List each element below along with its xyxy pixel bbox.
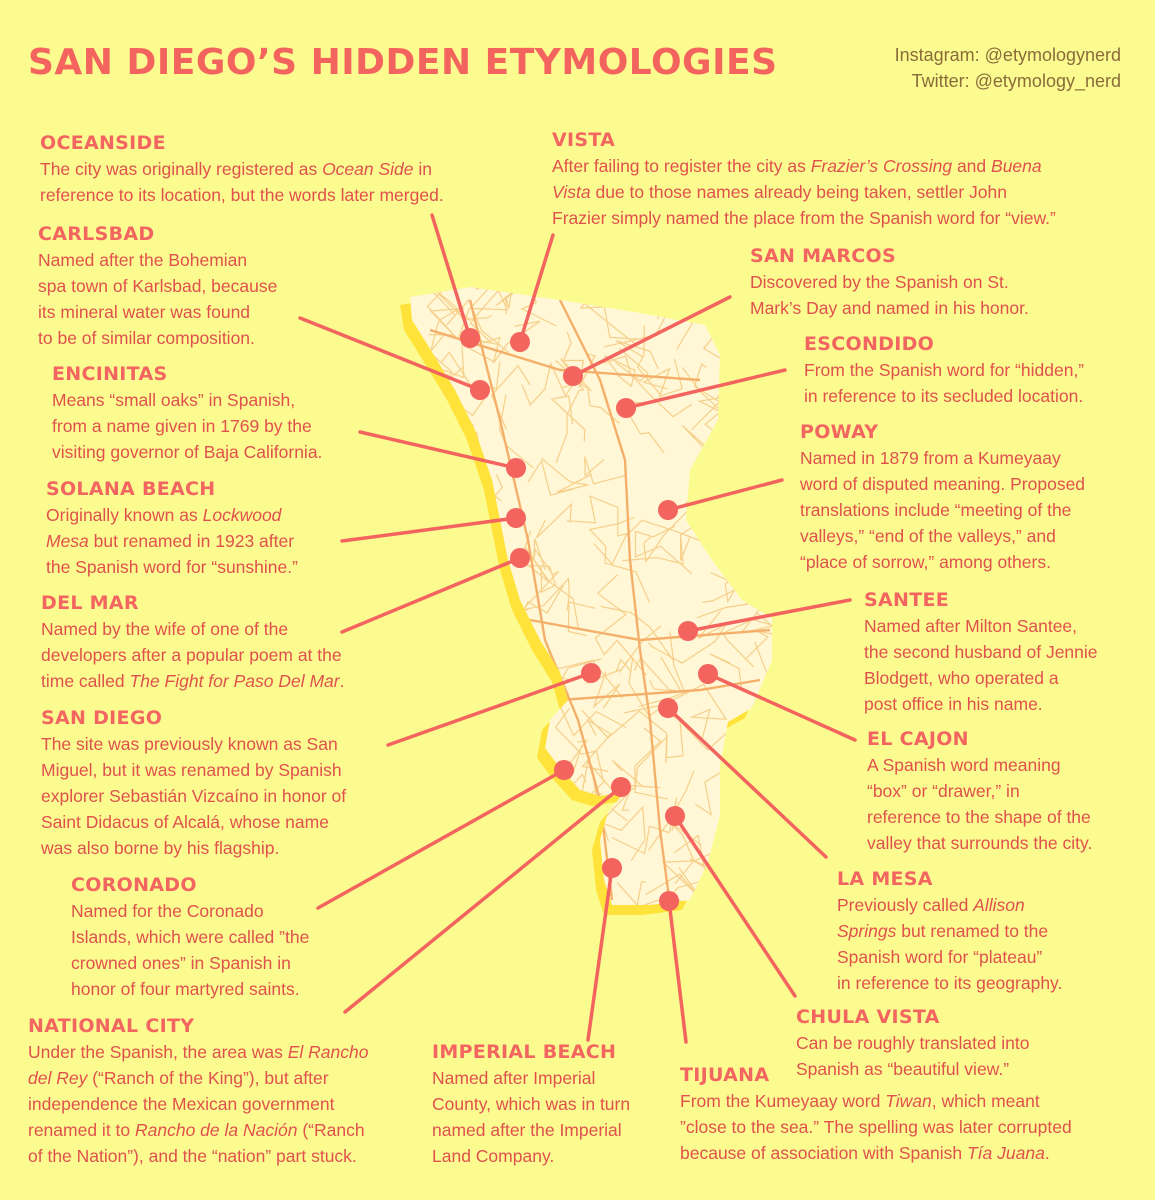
road xyxy=(456,756,536,807)
city-dot xyxy=(506,508,526,528)
description-line: “box” or “drawer,” in xyxy=(867,781,1020,801)
description-line: Previously called Allison xyxy=(837,895,1025,915)
entry-vista xyxy=(552,127,1056,231)
description-line: Named after Milton Santee, xyxy=(864,616,1078,636)
entry-description xyxy=(864,613,1098,717)
instagram-handle: Instagram: @etymologynerd xyxy=(894,45,1121,65)
road xyxy=(752,707,774,794)
entry-oceanside xyxy=(40,130,444,208)
description-line: “place of sorrow,” among others. xyxy=(800,552,1051,572)
entry-name: VISTA xyxy=(552,129,616,151)
description-line: of the Nation”), and the “nation” part stuck. xyxy=(28,1146,357,1166)
road xyxy=(431,760,466,786)
entry-description xyxy=(46,502,298,580)
road xyxy=(401,469,447,521)
entry-name: TIJUANA xyxy=(680,1064,770,1086)
description-line: A Spanish word meaning xyxy=(867,755,1061,775)
entry-description xyxy=(804,357,1084,409)
entry-description xyxy=(28,1039,369,1169)
city-dot xyxy=(470,380,490,400)
road xyxy=(439,864,509,879)
city-dot xyxy=(554,760,574,780)
road xyxy=(435,769,491,813)
description-line: the second husband of Jennie xyxy=(864,642,1098,662)
road xyxy=(384,548,433,601)
entry-name: POWAY xyxy=(800,421,879,443)
entry-description xyxy=(867,752,1092,856)
page-title: SAN DIEGO’S HIDDEN ETYMOLOGIES xyxy=(28,42,778,83)
entry-name: CARLSBAD xyxy=(38,223,155,245)
description-line: valleys,” “end of the valleys,” and xyxy=(800,526,1056,546)
description-line: from a name given in 1769 by the xyxy=(52,416,312,436)
road xyxy=(484,641,524,684)
entry-description xyxy=(432,1065,630,1169)
description-line: Spanish word for “plateau” xyxy=(837,947,1043,967)
description-line: in reference to its geography. xyxy=(837,973,1063,993)
credits xyxy=(895,42,1121,94)
description-line: From the Kumeyaay word Tiwan, which meant xyxy=(680,1091,1040,1111)
entry-carlsbad xyxy=(38,221,277,351)
road xyxy=(464,668,493,690)
entry-name: CORONADO xyxy=(71,874,197,896)
description-line: because of association with Spanish Tía Juana. xyxy=(680,1143,1050,1163)
description-line: County, which was in turn xyxy=(432,1094,631,1114)
description-line: Saint Didacus of Alcalá, whose name xyxy=(41,812,329,832)
city-dot xyxy=(460,328,480,348)
description-line: Mark’s Day and named in his honor. xyxy=(750,298,1029,318)
road xyxy=(406,753,470,792)
entry-del-mar xyxy=(41,590,344,694)
road xyxy=(351,480,409,529)
description-line: in reference to its secluded location. xyxy=(804,386,1084,406)
city-dot xyxy=(506,458,526,478)
description-line: time called The Fight for Paso Del Mar. xyxy=(41,671,345,691)
description-line: Mesa but renamed in 1923 after xyxy=(46,531,295,551)
description-line: the Spanish word for “sunshine.” xyxy=(46,557,298,577)
description-line: reference to the shape of the xyxy=(867,807,1091,827)
description-line: its mineral water was found xyxy=(38,302,251,322)
description-line: The site was previously known as San xyxy=(41,734,338,754)
description-line: independence the Mexican government xyxy=(28,1094,335,1114)
entry-name: DEL MAR xyxy=(41,592,139,614)
entry-description xyxy=(552,153,1056,231)
city-dot xyxy=(563,366,583,386)
entry-name: CHULA VISTA xyxy=(796,1006,940,1028)
leader-line xyxy=(342,558,520,632)
description-line: Islands, which were called ”the xyxy=(71,927,310,947)
entry-el-cajon xyxy=(867,726,1092,856)
road xyxy=(403,508,488,599)
entry-name: EL CAJON xyxy=(867,728,969,750)
city-dot xyxy=(665,806,685,826)
road xyxy=(767,839,800,940)
entry-san-marcos xyxy=(750,243,1029,321)
entry-escondido xyxy=(804,331,1084,409)
description-line: Originally known as Lockwood xyxy=(46,505,282,525)
road xyxy=(436,479,489,504)
entry-description xyxy=(52,387,322,465)
road xyxy=(678,256,718,301)
road xyxy=(405,617,517,665)
entry-la-mesa xyxy=(837,866,1062,996)
entry-name: SANTEE xyxy=(864,589,950,611)
description-line: Means “small oaks” in Spanish, xyxy=(52,390,296,410)
leader-line xyxy=(318,770,564,908)
description-line: developers after a popular poem at the xyxy=(41,645,342,665)
entry-poway xyxy=(800,419,1085,575)
city-dot xyxy=(510,548,530,568)
leader-line xyxy=(669,901,686,1042)
description-line: Spanish as “beautiful view.” xyxy=(796,1059,1010,1079)
leader-line xyxy=(675,816,795,996)
road xyxy=(452,730,484,774)
description-line: ”close to the sea.” The spelling was later corrupted xyxy=(680,1117,1072,1137)
city-dot xyxy=(658,500,678,520)
road xyxy=(452,867,506,923)
entry-name: NATIONAL CITY xyxy=(28,1015,195,1037)
city-dot xyxy=(616,398,636,418)
road xyxy=(758,711,789,755)
city-dot xyxy=(602,858,622,878)
entry-description xyxy=(40,156,444,208)
entry-solana-beach xyxy=(46,476,298,580)
description-line: valley that surrounds the city. xyxy=(867,833,1093,853)
description-line: renamed it to Rancho de la Nación (“Ranch xyxy=(28,1120,365,1140)
description-line: Named in 1879 from a Kumeyaay xyxy=(800,448,1061,468)
description-line: honor of four martyred saints. xyxy=(71,979,300,999)
description-line: translations include “meeting of the xyxy=(800,500,1072,520)
twitter-handle: Twitter: @etymology_nerd xyxy=(911,71,1121,91)
road xyxy=(404,619,448,681)
city-dot xyxy=(678,621,698,641)
description-line: named after the Imperial xyxy=(432,1120,622,1140)
road xyxy=(403,547,431,586)
entry-description xyxy=(837,892,1062,996)
city-dot xyxy=(659,891,679,911)
road xyxy=(747,876,767,901)
description-line: was also borne by his flagship. xyxy=(41,838,280,858)
description-line: Vista due to those names already being taken, settler John xyxy=(552,182,1007,202)
entry-tijuana xyxy=(680,1062,1072,1166)
road xyxy=(503,900,536,924)
description-line: Discovered by the Spanish on St. xyxy=(750,272,1009,292)
entry-description xyxy=(800,445,1085,575)
entry-name: SAN DIEGO xyxy=(41,707,163,729)
description-line: Miguel, but it was renamed by Spanish xyxy=(41,760,342,780)
description-line: reference to its location, but the words later merged. xyxy=(40,185,444,205)
description-line: post office in his name. xyxy=(864,694,1043,714)
road xyxy=(367,375,420,460)
description-line: From the Spanish word for “hidden,” xyxy=(804,360,1085,380)
entry-name: ESCONDIDO xyxy=(804,333,935,355)
road xyxy=(506,794,532,858)
road xyxy=(368,459,408,493)
description-line: explorer Sebastián Vizcaíno in honor of xyxy=(41,786,347,806)
city-dot xyxy=(658,698,678,718)
description-line: Named by the wife of one of the xyxy=(41,619,289,639)
entry-description xyxy=(41,731,346,861)
city-dot xyxy=(698,664,718,684)
entry-imperial-beach xyxy=(432,1039,630,1169)
description-line: to be of similar composition. xyxy=(38,328,255,348)
description-line: spa town of Karlsbad, because xyxy=(38,276,278,296)
entry-description xyxy=(750,269,1029,321)
description-line: visiting governor of Baja California. xyxy=(52,442,323,462)
entry-description xyxy=(41,616,344,694)
description-line: The city was originally registered as Ocean Side in xyxy=(40,159,432,179)
road xyxy=(712,905,770,931)
leader-line xyxy=(342,518,516,541)
description-line: del Rey (“Ranch of the King”), but after xyxy=(28,1068,329,1088)
city-dot xyxy=(510,332,530,352)
entry-coronado xyxy=(71,872,309,1002)
description-line: Named after Imperial xyxy=(432,1068,596,1088)
description-line: Under the Spanish, the area was El Rancho xyxy=(28,1042,369,1062)
entry-name: OCEANSIDE xyxy=(40,132,166,154)
description-line: Named for the Coronado xyxy=(71,901,264,921)
description-line: word of disputed meaning. Proposed xyxy=(800,474,1086,494)
entry-description xyxy=(71,898,309,1002)
entry-name: LA MESA xyxy=(837,868,933,890)
description-line: Blodgett, who operated a xyxy=(864,668,1059,688)
road xyxy=(425,670,478,709)
road xyxy=(385,787,442,840)
description-line: Springs but renamed to the xyxy=(837,921,1049,941)
entry-name: ENCINITAS xyxy=(52,363,168,385)
road xyxy=(757,552,785,606)
description-line: After failing to register the city as Frazier’s Crossing and Buena xyxy=(552,156,1042,176)
entry-name: SOLANA BEACH xyxy=(46,478,216,500)
city-dot xyxy=(611,777,631,797)
entry-santee xyxy=(864,587,1098,717)
entry-description xyxy=(38,247,277,351)
entry-national-city xyxy=(28,1013,369,1169)
entry-description xyxy=(680,1088,1072,1166)
description-line: Can be roughly translated into xyxy=(796,1033,1030,1053)
entry-name: IMPERIAL BEACH xyxy=(432,1041,617,1063)
road xyxy=(490,819,546,878)
description-line: crowned ones” in Spanish in xyxy=(71,953,291,973)
description-line: Named after the Bohemian xyxy=(38,250,248,270)
description-line: Land Company. xyxy=(432,1146,555,1166)
road xyxy=(409,799,439,868)
road xyxy=(600,254,638,306)
entry-encinitas xyxy=(52,361,322,465)
city-dot xyxy=(581,663,601,683)
entry-name: SAN MARCOS xyxy=(750,245,896,267)
entry-san-diego xyxy=(41,705,346,861)
description-line: Frazier simply named the place from the Spanish word for “view.” xyxy=(552,208,1056,228)
leader-line xyxy=(345,787,621,1012)
road xyxy=(727,425,777,484)
road xyxy=(581,277,614,308)
road xyxy=(407,470,457,508)
